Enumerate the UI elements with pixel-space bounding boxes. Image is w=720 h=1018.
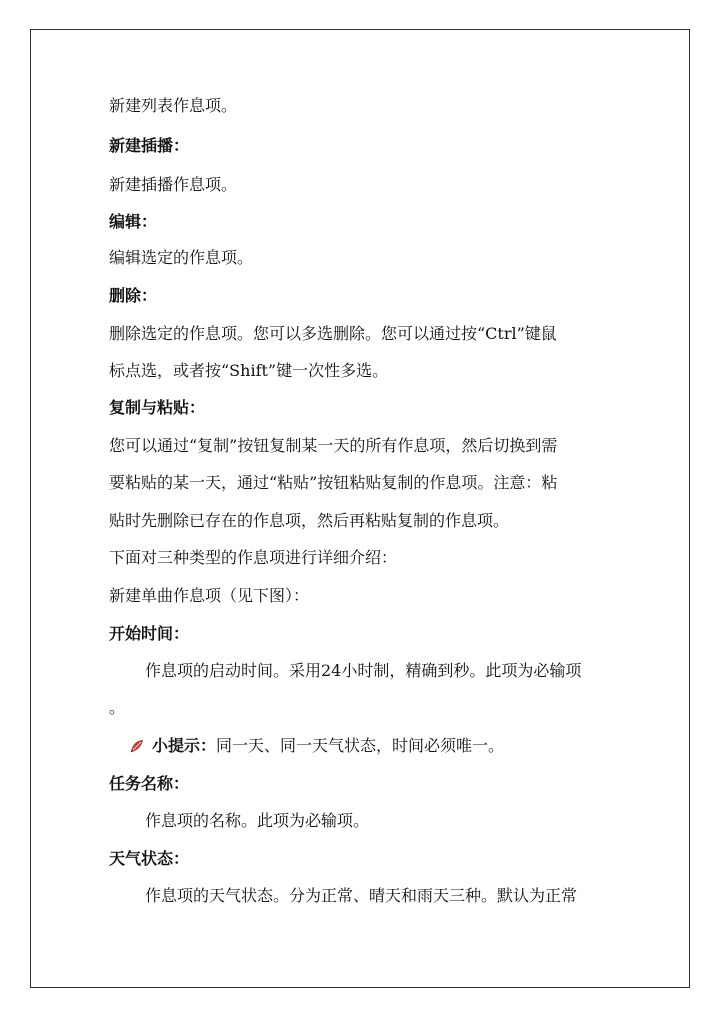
section-heading-task-name: 任务名称： [109, 774, 190, 793]
paragraph-line: 新建插播作息项。 [109, 175, 238, 194]
section-heading-new-insert: 新建插播： [109, 136, 190, 155]
tip-text: 同一天、同一天气状态，时间必须唯一。 [216, 736, 505, 755]
paragraph-line: 作息项的天气状态。分为正常、晴天和雨天三种。默认为正常 [145, 886, 578, 905]
page-frame [30, 29, 690, 988]
paragraph-line: 下面对三种类型的作息项进行详细介绍： [109, 548, 398, 567]
paragraph-line: 删除选定的作息项。您可以多选删除。您可以通过按“Ctrl”键鼠 [109, 324, 557, 343]
paragraph-line: 要粘贴的某一天，通过“粘贴”按钮粘贴复制的作息项。注意：粘 [109, 473, 558, 492]
section-heading-start-time: 开始时间： [109, 624, 190, 643]
paragraph-line: 贴时先删除已存在的作息项，然后再粘贴复制的作息项。 [109, 511, 510, 530]
paragraph-line: 作息项的启动时间。采用24小时制，精确到秒。此项为必输项 [145, 661, 582, 680]
tip-label: 小提示： [152, 736, 217, 755]
paragraph-line: 作息项的名称。此项为必输项。 [145, 811, 370, 830]
paragraph-line: 编辑选定的作息项。 [109, 248, 254, 267]
section-heading-delete: 删除： [109, 286, 158, 305]
paragraph-line: 新建列表作息项。 [109, 96, 238, 115]
section-heading-copy-paste: 复制与粘贴： [109, 398, 206, 417]
leaf-icon [130, 738, 144, 752]
paragraph-line: 标点选，或者按“Shift”键一次性多选。 [109, 361, 389, 380]
paragraph-line: 新建单曲作息项（见下图）： [109, 586, 310, 605]
paragraph-line: 。 [109, 698, 126, 717]
section-heading-weather-status: 天气状态： [109, 849, 190, 868]
section-heading-edit: 编辑： [109, 212, 158, 231]
tip-line [130, 736, 504, 756]
paragraph-line: 您可以通过“复制”按钮复制某一天的所有作息项，然后切换到需 [109, 436, 558, 455]
